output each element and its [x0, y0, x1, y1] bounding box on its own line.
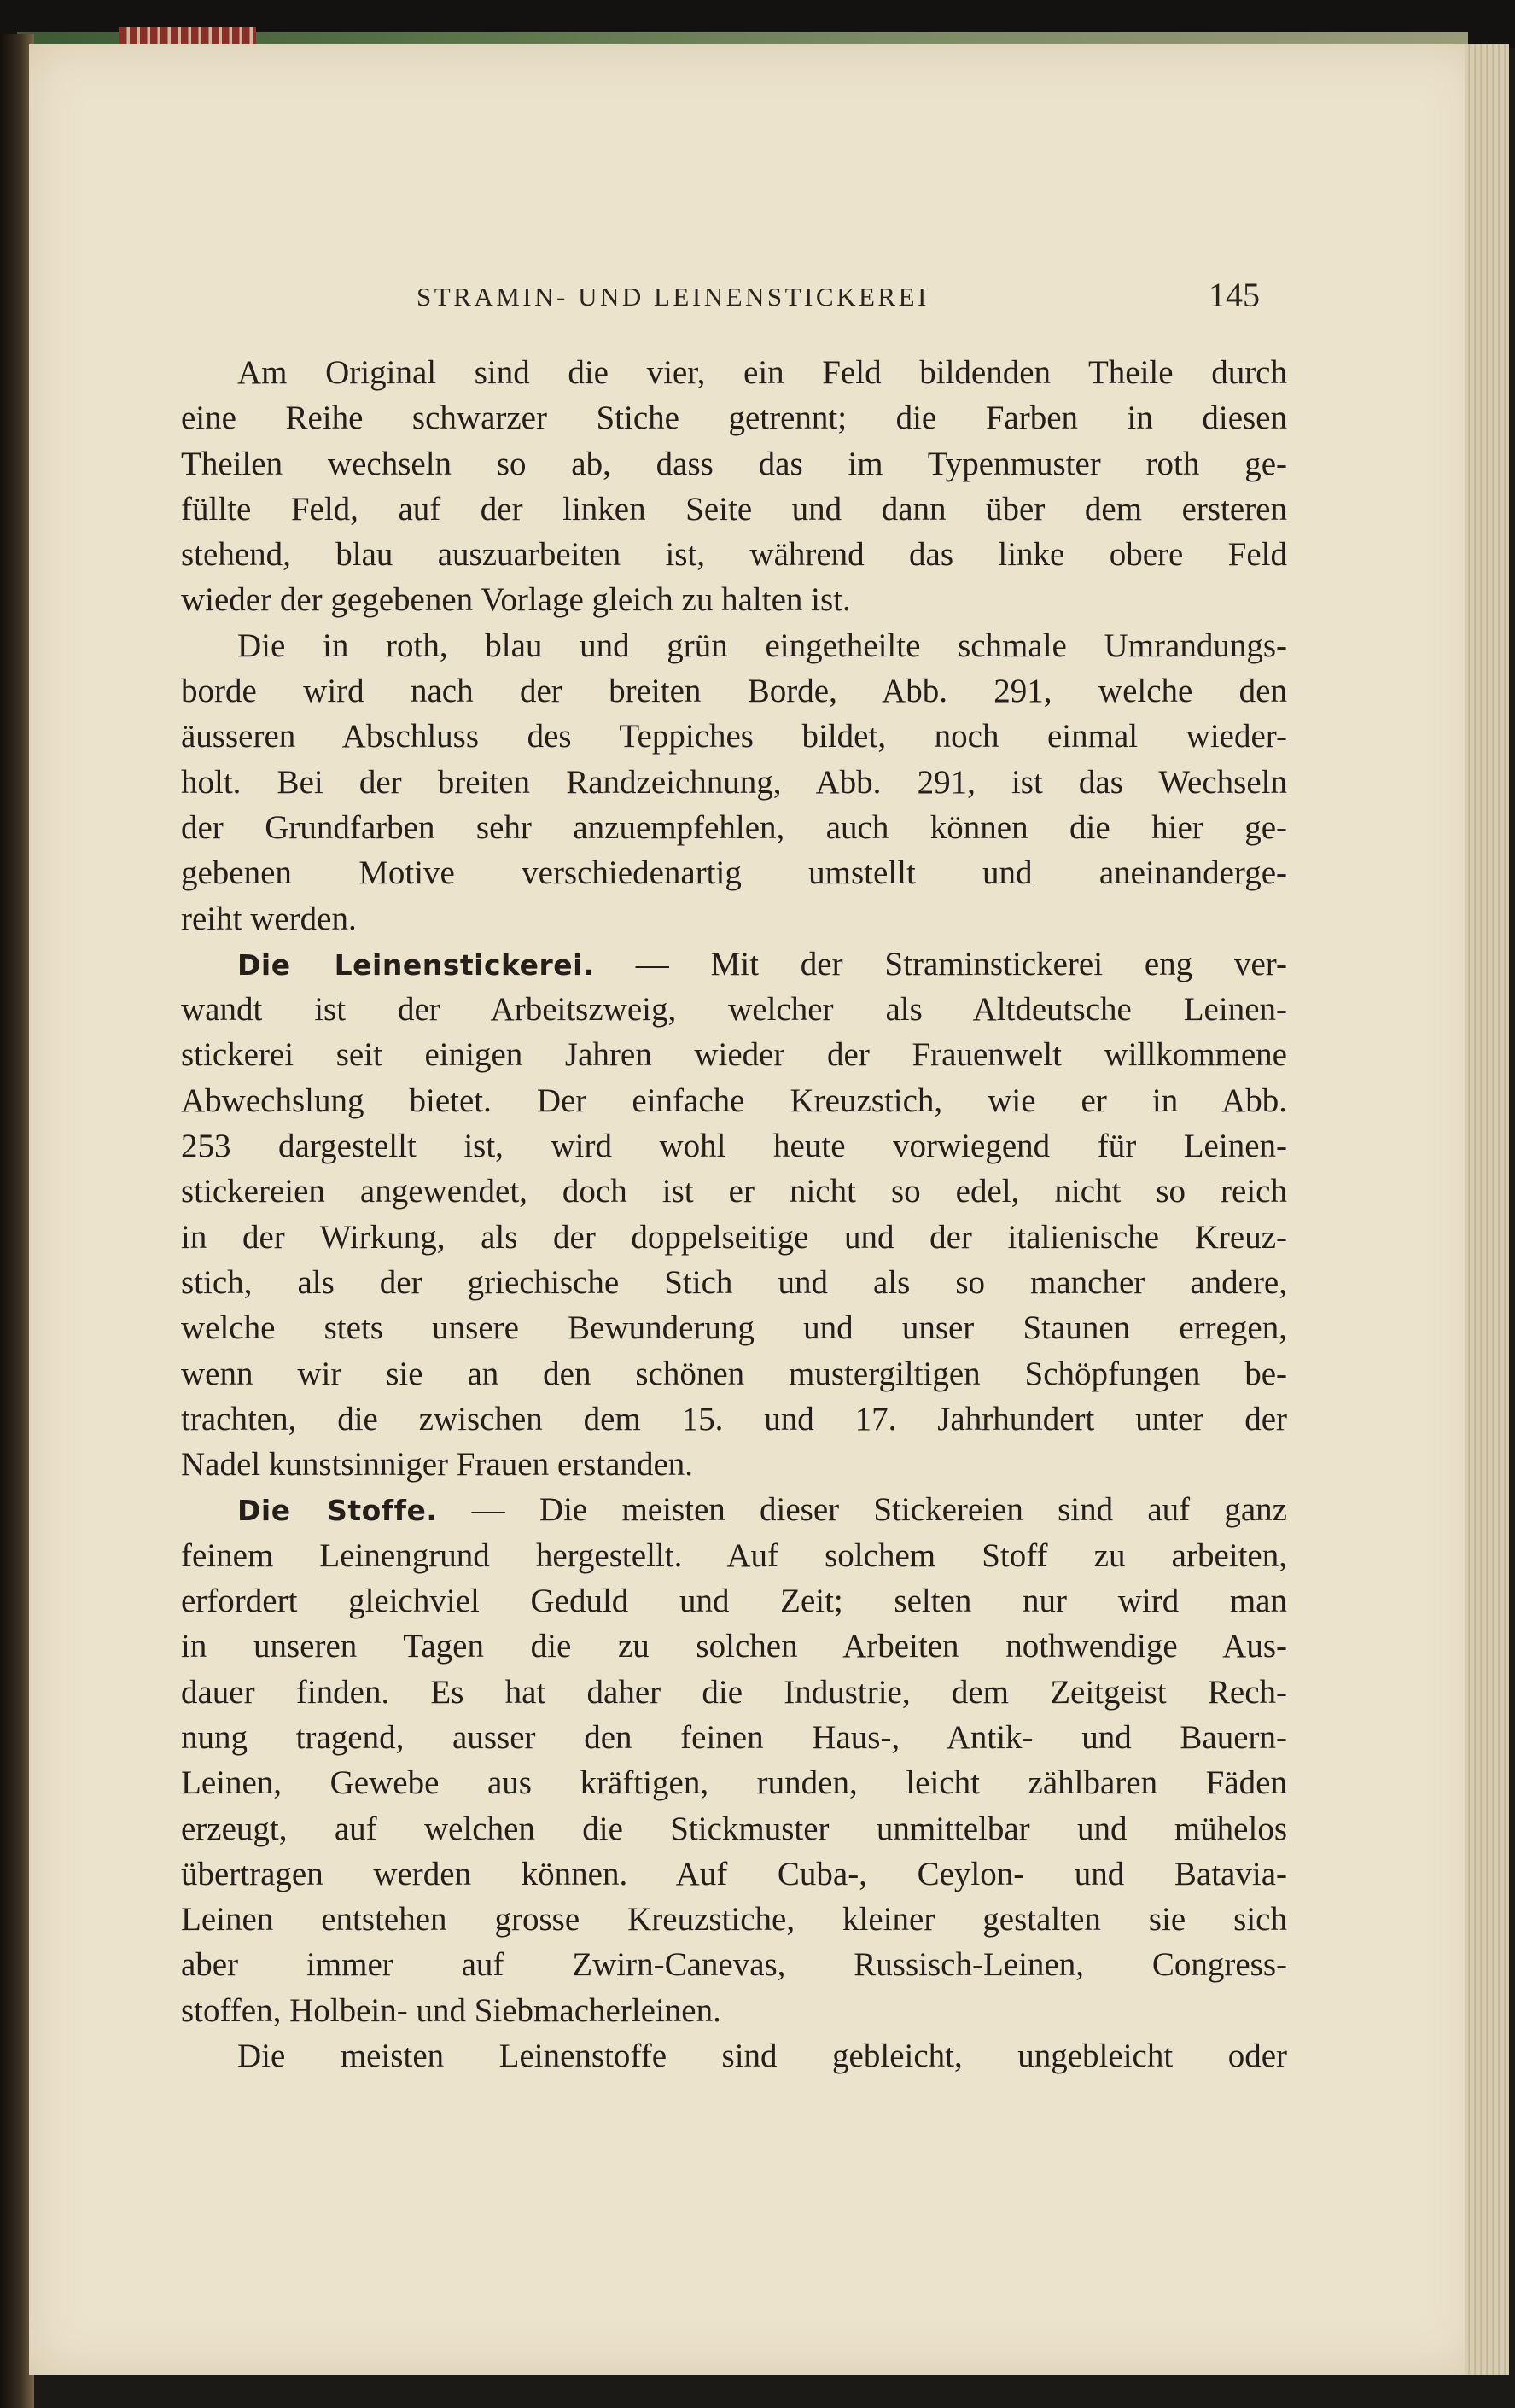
text-line-content: wieder der gegebenen Vorlage gleich zu halten ist. [181, 581, 851, 619]
text-line-content: füllte Feld, auf der linken Seite und dann über dem ersteren [181, 490, 1287, 528]
text-line [181, 714, 1287, 759]
text-line-content: stickerei seit einigen Jahren wieder der Frauenwelt willkommene [181, 1036, 1287, 1074]
text-line [181, 1760, 1287, 1805]
text-line-content: Nadel kunstsinniger Frauen erstanden. [181, 1446, 694, 1484]
text-line-content: übertragen werden können. Auf Cuba-, Ceylon- und Batavia- [181, 1855, 1287, 1892]
text-line [181, 1078, 1287, 1123]
text-line [181, 1533, 1287, 1578]
text-line-content: äusseren Abschluss des Teppiches bildet, noch einmal wieder- [181, 718, 1287, 755]
text-line [181, 350, 1287, 395]
text-line-content: stich, als der griechische Stich und als so mancher andere, [181, 1263, 1287, 1301]
book-binding-top [0, 0, 1515, 48]
text-line-content: trachten, die zwischen dem 15. und 17. Jahrhundert unter der [181, 1400, 1287, 1437]
text-line-content: feinem Leinengrund hergestellt. Auf solchem Stoff zu arbeiten, [181, 1536, 1287, 1574]
text-line [181, 896, 1287, 942]
text-line-content: reiht werden. [181, 900, 357, 937]
text-line [181, 1169, 1287, 1214]
text-line [181, 987, 1287, 1032]
section-heading: Die Leinenstickerei. [237, 947, 594, 982]
text-line-content: stickereien angewendet, doch ist er nicht so edel, nicht so reich [181, 1173, 1287, 1210]
text-line-content: eine Reihe schwarzer Stiche getrennt; die Farben in diesen [181, 399, 1287, 437]
text-line [181, 942, 1287, 987]
text-line-content: wenn wir sie an den schönen mustergiltigen Schöpfungen be- [181, 1355, 1287, 1392]
text-line-content: Die in roth, blau und grün eingetheilte schmale Umrandungs- [237, 627, 1287, 664]
text-line [181, 441, 1287, 487]
running-head: STRAMIN- UND LEINENSTICKEREI [417, 282, 929, 312]
text-line [181, 1032, 1287, 1077]
text-line [181, 1670, 1287, 1715]
section-heading: Die Stoffe. [237, 1494, 438, 1528]
text-line [181, 1806, 1287, 1851]
text-line [181, 487, 1287, 532]
text-line [181, 1624, 1287, 1669]
text-line-content: erzeugt, auf welchen die Stickmuster unmittelbar und mühelos [181, 1810, 1287, 1847]
text-line [181, 1215, 1287, 1260]
text-line-content: Leinen, Gewebe aus kräftigen, runden, leicht zählbaren Fäden [181, 1764, 1287, 1802]
text-line [181, 1715, 1287, 1760]
text-line [181, 850, 1287, 895]
text-line-content: Leinen entstehen grosse Kreuzstiche, kleiner gestalten sie sich [181, 1901, 1287, 1939]
text-line [181, 1260, 1287, 1305]
text-line-content: dauer finden. Es hat daher die Industrie, dem Zeitgeist Rech- [181, 1673, 1287, 1711]
text-line-content: nung tragend, ausser den feinen Haus-, Antik- und Bauern- [181, 1718, 1287, 1756]
text-line [181, 1442, 1287, 1487]
text-line-content: Theilen wechseln so ab, dass das im Typenmuster roth ge- [181, 445, 1287, 482]
text-line [181, 1396, 1287, 1442]
page-number: 145 [1209, 276, 1260, 314]
text-line-content: — Mit der Straminstickerei eng ver- [593, 945, 1287, 982]
text-line-content: der Grundfarben sehr anzuempfehlen, auch können die hier ge- [181, 808, 1287, 846]
text-line-content: gebenen Motive verschiedenartig umstellt und aneinanderge- [181, 854, 1287, 892]
text-line-content: Die meisten Leinenstoffe sind gebleicht, ungebleicht oder [237, 2037, 1287, 2074]
text-line [181, 760, 1287, 805]
text-line-content: stehend, blau auszuarbeiten ist, während das linke obere Feld [181, 536, 1287, 574]
text-line [181, 532, 1287, 577]
text-line-content: wandt ist der Arbeitszweig, welcher als Altdeutsche Leinen- [181, 991, 1287, 1029]
text-line [181, 623, 1287, 668]
text-line [181, 1897, 1287, 1942]
text-line-content: holt. Bei der breiten Randzeichnung, Abb. 291, ist das Wechseln [181, 763, 1287, 801]
text-line [181, 395, 1287, 440]
text-line-content: aber immer auf Zwirn-Canevas, Russisch-Leinen, Congress- [181, 1946, 1287, 1984]
text-line-content: — Die meisten dieser Stickereien sind auf ganz [437, 1491, 1287, 1529]
text-line-content: welche stets unsere Bewunderung und unser Staunen erregen, [181, 1309, 1287, 1347]
text-line [181, 668, 1287, 714]
text-line-content: borde wird nach der breiten Borde, Abb. 291, welche den [181, 673, 1287, 710]
text-line [181, 577, 1287, 622]
text-line-content: 253 dargestellt ist, wird wohl heute vorwiegend für Leinen- [181, 1128, 1287, 1165]
text-line [181, 1487, 1287, 1532]
text-line [181, 1578, 1287, 1624]
text-line [181, 2033, 1287, 2079]
text-line [181, 1988, 1287, 2033]
body-text [181, 350, 1287, 2079]
text-line [181, 1851, 1287, 1897]
text-line-content: in der Wirkung, als der doppelseitige und der italienische Kreuz- [181, 1218, 1287, 1256]
text-line-content: in unseren Tagen die zu solchen Arbeiten nothwendige Aus- [181, 1628, 1287, 1665]
text-line [181, 805, 1287, 850]
text-line-content: erfordert gleichviel Geduld und Zeit; selten nur wird man [181, 1583, 1287, 1620]
text-line-content: stoffen, Holbein- und Siebmacherleinen. [181, 1991, 721, 2029]
page-edges [1465, 44, 1509, 2375]
text-line-content: Am Original sind die vier, ein Feld bildenden Theile durch [237, 354, 1287, 391]
text-line [181, 1351, 1287, 1396]
text-line [181, 1305, 1287, 1350]
text-line [181, 1123, 1287, 1169]
text-line-content: Abwechslung bietet. Der einfache Kreuzstich, wie er in Abb. [181, 1082, 1287, 1119]
text-line [181, 1942, 1287, 1987]
